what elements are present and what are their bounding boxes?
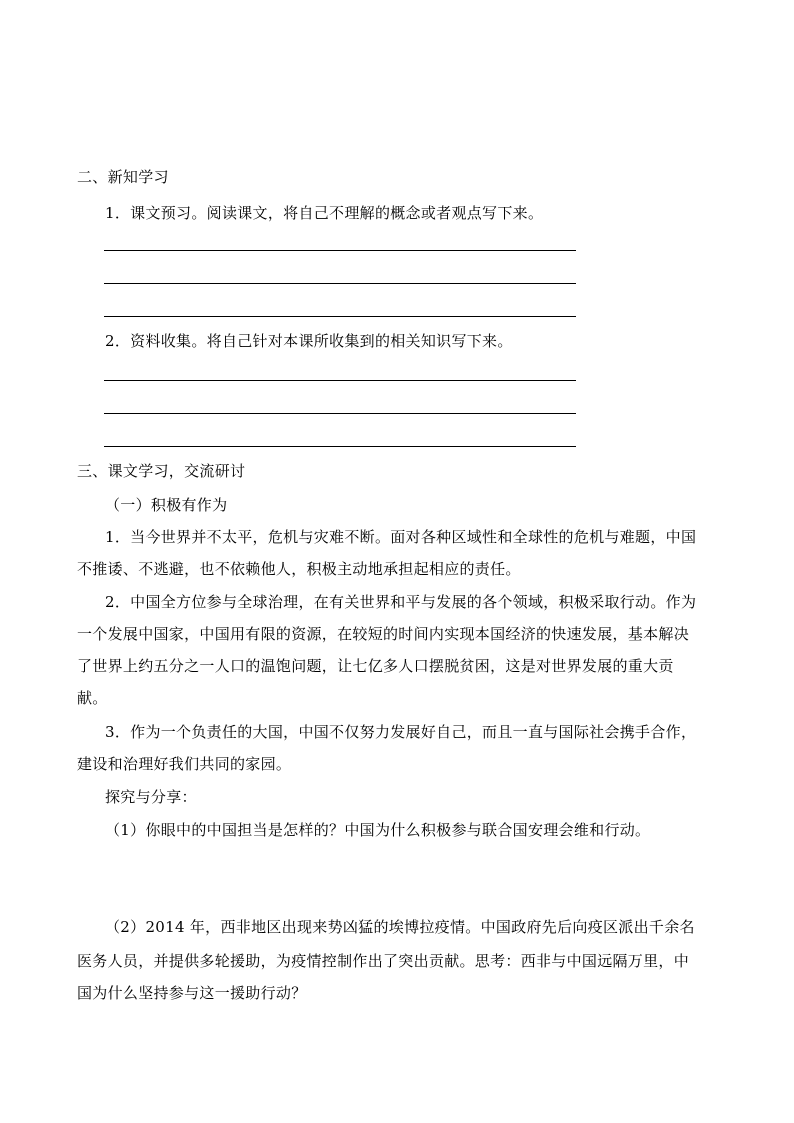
paragraph-3-line-2: 建设和治理好我们共同的家园。 <box>77 755 292 773</box>
answer-line[interactable] <box>104 446 576 447</box>
task-preview-reading: 1．课文预习。阅读课文，将自己不理解的概念或者观点写下来。 <box>105 204 544 222</box>
task-material-collection: 2．资料收集。将自己针对本课所收集到的相关知识写下来。 <box>105 332 513 350</box>
paragraph-2-line-1: 2．中国全方位参与全球治理，在有关世界和平与发展的各个领域，积极采取行动。作为 <box>105 593 697 611</box>
answer-line[interactable] <box>104 316 576 317</box>
answer-line[interactable] <box>104 250 576 251</box>
paragraph-2-line-4: 献。 <box>77 689 108 707</box>
explore-and-share-label: 探究与分享： <box>105 788 197 806</box>
answer-line[interactable] <box>104 380 576 381</box>
section-heading-text-study: 三、课文学习，交流研讨 <box>77 462 246 480</box>
paragraph-1-line-2: 不推诿、不逃避，也不依赖他人，积极主动地承担起相应的责任。 <box>77 560 521 578</box>
question-2-line-1: （2）2014 年，西非地区出现来势凶猛的埃博拉疫情。中国政府先后向疫区派出千余名 <box>105 918 695 936</box>
question-2-line-2: 医务人员，并提供多轮援助，为疫情控制作出了突出贡献。思考：西非与中国远隔万里，中 <box>77 952 690 970</box>
answer-line[interactable] <box>104 283 576 284</box>
paragraph-2-line-3: 了世界上约五分之一人口的温饱问题，让七亿多人口摆脱贫困，这是对世界发展的重大贡 <box>77 657 674 675</box>
paragraph-3-line-1: 3．作为一个负责任的大国，中国不仅努力发展好自己，而且一直与国际社会携手合作， <box>105 723 697 741</box>
subsection-heading-active-role: （一）积极有作为 <box>105 496 228 514</box>
section-heading-new-knowledge: 二、新知学习 <box>77 168 169 186</box>
question-1: （1）你眼中的中国担当是怎样的？中国为什么积极参与联合国安理会维和行动。 <box>105 821 651 839</box>
paragraph-1-line-1: 1．当今世界并不太平，危机与灾难不断。面对各种区域性和全球性的危机与难题，中国 <box>105 528 697 546</box>
answer-line[interactable] <box>104 413 576 414</box>
question-2-line-3: 国为什么坚持参与这一援助行动？ <box>77 984 307 1002</box>
paragraph-2-line-2: 一个发展中国家，中国用有限的资源，在较短的时间内实现本国经济的快速发展，基本解决 <box>77 625 690 643</box>
